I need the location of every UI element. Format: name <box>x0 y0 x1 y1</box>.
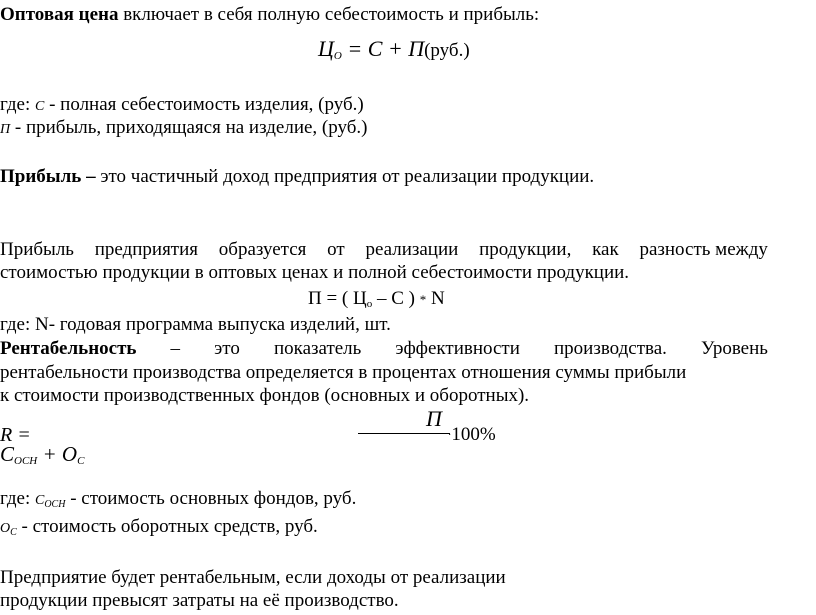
profit-formula-b: – С ) <box>372 288 420 309</box>
r-multiplier <box>448 424 496 447</box>
r-numerator: П <box>426 406 442 431</box>
r-lhs: R = <box>0 424 31 446</box>
symbol-c: С <box>34 99 45 114</box>
wholesale-price-line <box>0 4 539 26</box>
formula-lhs-sub: О <box>333 50 342 62</box>
wholesale-price-text: включает в себя полную себестоимость и прибыль: <box>118 4 540 25</box>
dot: · <box>448 430 452 441</box>
formula-unit: (руб.) <box>424 40 470 61</box>
word: показатель <box>273 338 362 359</box>
wholesale-price-formula <box>318 38 470 67</box>
profit-definition-text: это частичный доход предприятия от реализации продукции. <box>95 166 595 187</box>
p-description: - прибыль, приходящаяся на изделие, (руб.) <box>14 117 368 138</box>
where-oc-line <box>0 516 318 544</box>
where-n-line: где: N- годовая программа выпуска изделий, шт. <box>0 314 391 335</box>
denom-c: С <box>0 442 15 466</box>
symbol-cosn: С <box>34 493 45 508</box>
symbol-oc: О <box>0 521 11 536</box>
profit-formula-a: П = ( Ц <box>308 288 367 309</box>
fraction-bar <box>358 433 450 434</box>
word: разность между <box>639 239 768 260</box>
denom-o: О <box>61 442 78 466</box>
conclusion-line1: Предприятие будет рентабельным, если доходы от реализации <box>0 567 506 588</box>
profit-formula-c: N <box>426 288 445 309</box>
symbol-oc-sub: С <box>10 527 17 538</box>
word: предприятия <box>94 239 199 260</box>
oc-description: - стоимость оборотных средств, руб. <box>16 516 318 537</box>
r-denominator <box>0 443 84 472</box>
profit-formula-sub: о <box>366 298 373 310</box>
c-description: - полная себестоимость изделия, (руб.) <box>49 94 364 115</box>
where-p-line <box>0 117 368 141</box>
profitability-line3: к стоимости производственных фондов (основных и оборотных). <box>0 385 530 406</box>
symbol-p: П <box>0 122 11 137</box>
symbol-cosn-sub: ОСН <box>44 499 66 510</box>
profit-definition <box>0 166 594 188</box>
denom-c-sub: ОСН <box>14 455 38 467</box>
hundred-percent: 100% <box>451 424 496 445</box>
word: от <box>327 239 345 260</box>
formula-lhs: Ц <box>318 36 334 61</box>
profit-formula <box>308 288 445 315</box>
word: Прибыль <box>0 239 74 260</box>
word: производства. <box>553 338 667 359</box>
profitability-line2: рентабельности производства определяется в процентах отношения суммы прибыли <box>0 362 687 383</box>
profit-term: Прибыль – <box>0 166 96 187</box>
word: – <box>170 338 181 359</box>
where-prefix: где: <box>0 488 31 509</box>
where-prefix: где: <box>0 94 31 115</box>
wholesale-price-term: Оптовая цена <box>0 4 119 25</box>
denom-plus: + <box>37 442 62 466</box>
profitability-line1 <box>0 338 768 360</box>
word: как <box>592 239 619 260</box>
where-cosn-line <box>0 488 356 516</box>
word: эффективности <box>395 338 520 359</box>
word: Уровень <box>701 338 768 359</box>
profit-paragraph-line2: стоимостью продукции в оптовых ценах и полной себестоимости продукции. <box>0 262 630 283</box>
word: образуется <box>218 239 307 260</box>
denom-o-sub: С <box>77 455 85 467</box>
profitability-term: Рентабельность <box>0 338 137 359</box>
word: продукции, <box>479 239 572 260</box>
formula-rhs: = С + П <box>341 36 425 61</box>
word: это <box>214 338 240 359</box>
profit-paragraph-line1 <box>0 239 768 261</box>
word: реализации <box>365 239 459 260</box>
multiply-star: * <box>419 292 427 307</box>
where-c-line <box>0 94 364 118</box>
conclusion-line2: продукции превысят затраты на её производство. <box>0 590 399 611</box>
cosn-description: - стоимость основных фондов, руб. <box>65 488 357 509</box>
